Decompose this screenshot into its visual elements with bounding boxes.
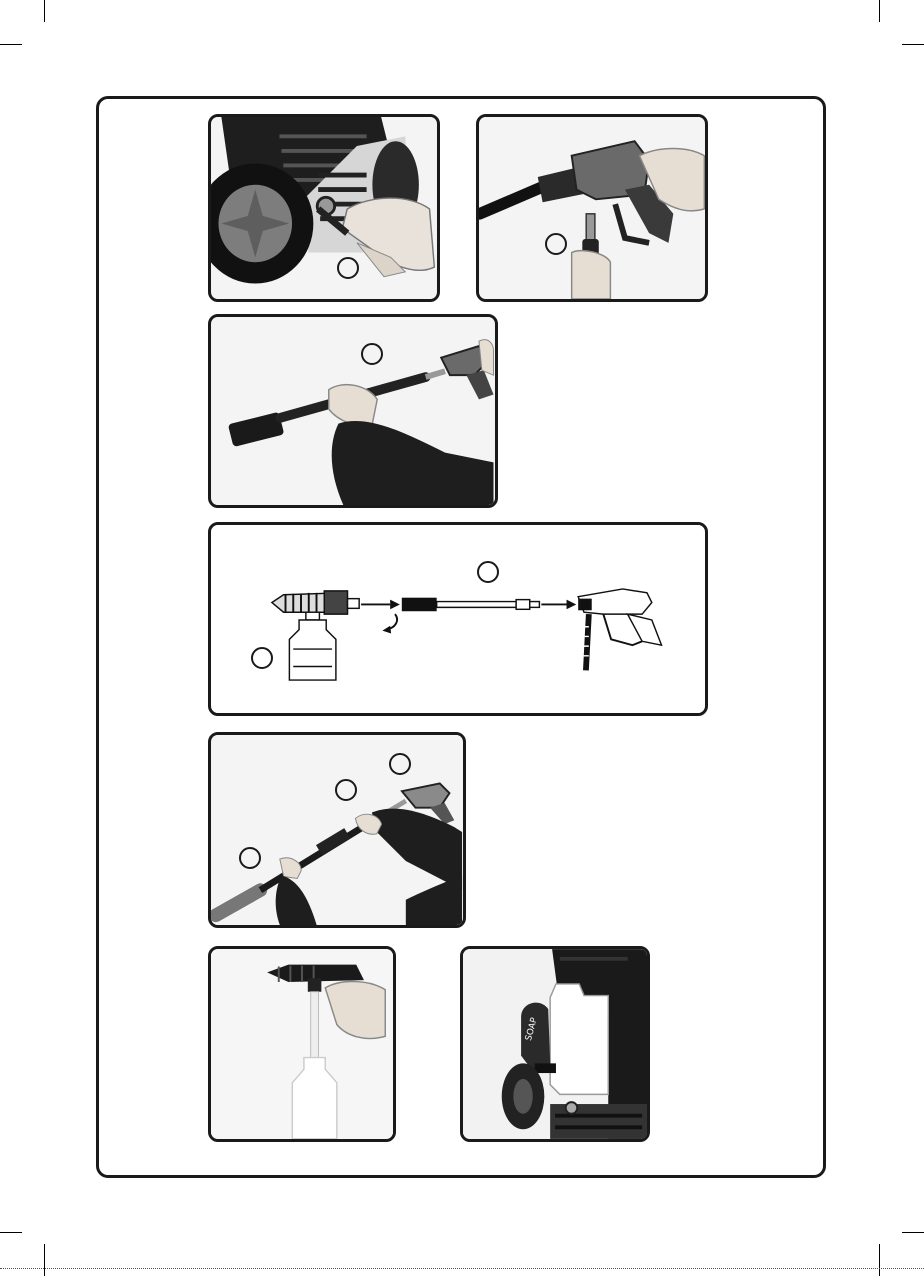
crop-mark-bottom-left-h	[0, 1232, 22, 1233]
callout-circle	[477, 561, 499, 583]
figure-foam-bottle	[208, 946, 396, 1142]
callout-circle	[337, 257, 359, 279]
figure-assembly-diagram	[208, 522, 708, 716]
lance-gun-photo-icon	[211, 317, 495, 505]
callout-circle	[335, 779, 357, 801]
callout-circle	[389, 753, 411, 775]
foam-bottle-photo-icon	[211, 949, 393, 1139]
crop-mark-bottom-left-v	[44, 1244, 45, 1276]
figure-lance-extension	[208, 732, 466, 928]
soap-tank-photo-icon	[463, 949, 647, 1139]
figure-hose-to-gun	[476, 114, 708, 302]
foam-bottle-lance-gun-diagram-icon	[211, 525, 705, 713]
figure-outlet-connection	[208, 114, 440, 302]
crop-mark-bottom-right-h	[902, 1232, 924, 1233]
lance-extension-photo-icon	[211, 735, 463, 925]
soap-label: SOAP	[524, 1016, 540, 1042]
hose-gun-photo-icon	[479, 117, 705, 299]
callout-circle	[545, 233, 567, 255]
callout-circle	[361, 343, 383, 365]
trim-dotted-line	[0, 1268, 924, 1269]
crop-mark-top-left-h	[0, 44, 22, 45]
callout-circle	[251, 647, 273, 669]
crop-mark-top-right-h	[902, 44, 924, 45]
figure-lance-to-gun	[208, 314, 498, 508]
crop-mark-top-right-v	[879, 0, 880, 22]
machine-outlet-photo-icon	[211, 117, 437, 299]
crop-mark-bottom-right-v	[879, 1244, 880, 1276]
callout-circle	[239, 847, 261, 869]
crop-mark-top-left-v	[44, 0, 45, 22]
figure-soap-tank	[460, 946, 650, 1142]
